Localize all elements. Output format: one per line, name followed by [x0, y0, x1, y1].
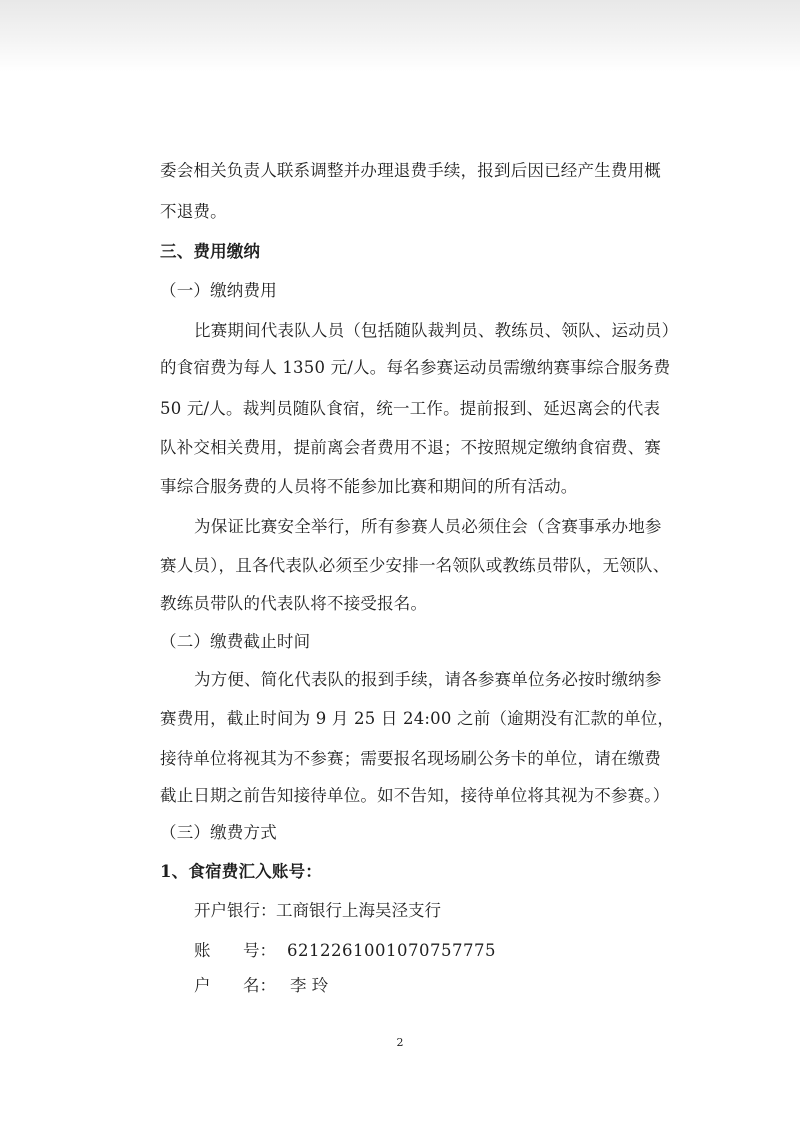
item-heading: 1、食宿费汇入账号： — [160, 862, 322, 881]
account-label-part-1: 账 — [194, 941, 211, 960]
text-line: 的食宿费为每人 1350 元/人。每名参赛运动员需缴纳赛事综合服务费 — [160, 358, 671, 377]
account-name-value: 李 玲 — [290, 976, 329, 995]
text-line: 队补交相关费用，提前离会者费用不退；不按照规定缴纳食宿费、赛 — [160, 438, 661, 457]
account-name-label-part-1: 户 — [194, 976, 211, 995]
bank-value: 工商银行上海吴泾支行 — [276, 901, 441, 920]
page-number: 2 — [396, 1036, 404, 1049]
text-line: 50 元/人。裁判员随队食宿，统一工作。提前报到、延迟离会的代表 — [160, 399, 661, 418]
text-line: 不退费。 — [160, 202, 227, 221]
text-line: 为保证比赛安全举行，所有参赛人员必须住会（含赛事承办地参 — [194, 517, 662, 536]
account-label-part-2: 号： — [243, 941, 276, 960]
text-line: 赛人员），且各代表队必须至少安排一名领队或教练员带队，无领队、 — [160, 556, 670, 575]
subsection-heading: （三）缴费方式 — [160, 823, 277, 842]
account-number: 6212261001070757775 — [287, 941, 496, 960]
subsection-heading: （一）缴纳费用 — [160, 281, 277, 300]
text-line: 接待单位将视其为不参赛；需要报名现场刷公务卡的单位，请在缴费 — [160, 749, 661, 768]
text-line: 事综合服务费的人员将不能参加比赛和期间的所有活动。 — [160, 477, 578, 496]
text-line: 为方便、简化代表队的报到手续，请各参赛单位务必按时缴纳参 — [194, 670, 662, 689]
text-line: 教练员带队的代表队将不接受报名。 — [160, 594, 428, 613]
account-name-label-part-2: 名： — [243, 976, 276, 995]
section-heading: 三、费用缴纳 — [160, 242, 261, 261]
bank-label: 开户银行： — [194, 901, 277, 920]
subsection-heading: （二）缴费截止时间 — [160, 632, 311, 651]
text-line: 赛费用，截止时间为 9 月 25 日 24:00 之前（逾期没有汇款的单位， — [160, 709, 675, 728]
text-line: 委会相关负责人联系调整并办理退费手续，报到后因已经产生费用概 — [160, 161, 661, 180]
text-line: 截止日期之前告知接待单位。如不告知，接待单位将其视为不参赛。） — [160, 786, 670, 805]
text-line: 比赛期间代表队人员（包括随队裁判员、教练员、领队、运动员） — [194, 321, 679, 340]
